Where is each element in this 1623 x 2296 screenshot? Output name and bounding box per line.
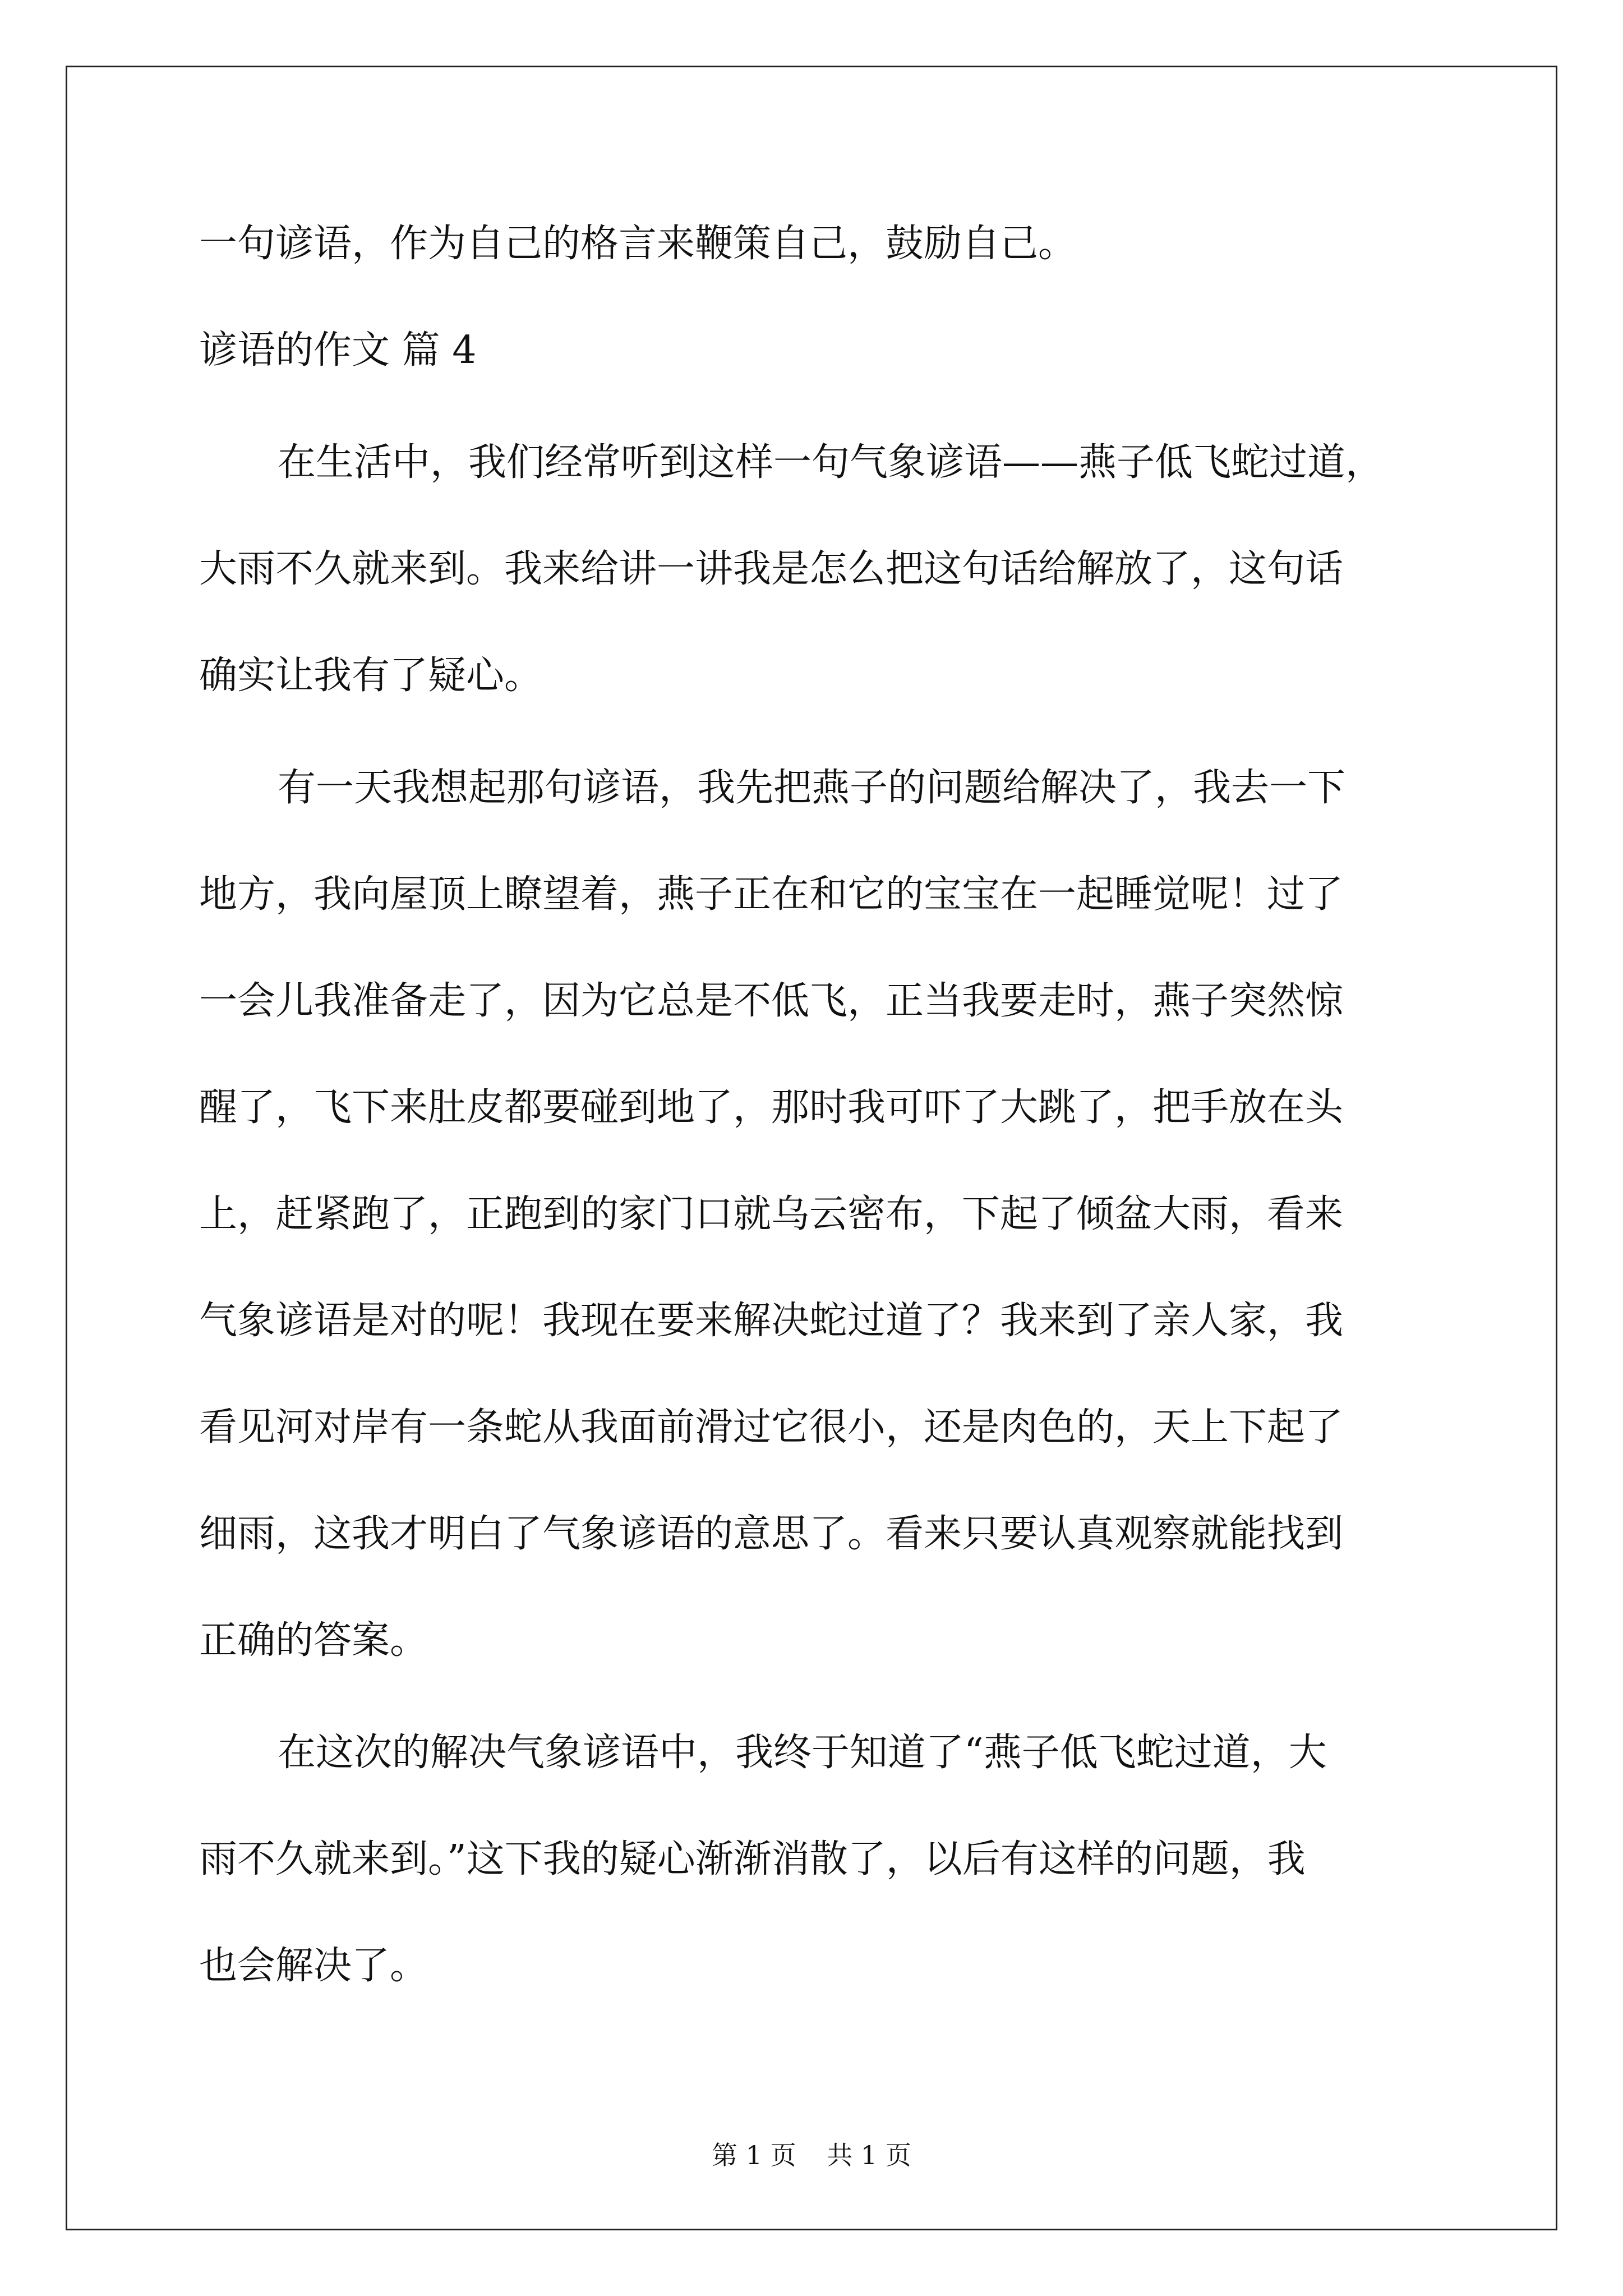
paragraph-2-line-1: 有一天我想起那句谚语，我先把燕子的问题给解决了，我去一下 (278, 766, 1346, 810)
paragraph-3-line-1: 在这次的解决气象谚语中，我终于知道了“燕子低飞蛇过道，大 (278, 1731, 1327, 1775)
paragraph-1-line-1: 在生活中，我们经常听到这样一句气象谚语——燕子低飞蛇过道， (278, 440, 1384, 485)
paragraph-2-line-7: 看见河对岸有一条蛇从我面前滑过它很小，还是肉色的，天上下起了 (199, 1405, 1344, 1450)
paragraph-2-line-3: 一会儿我准备走了，因为它总是不低飞，正当我要走时，燕子突然惊 (199, 979, 1344, 1023)
paragraph-3-line-3: 也会解决了。 (199, 1944, 428, 1988)
page-count: 共 1 页 (827, 2140, 911, 2170)
section-heading: 谚语的作文 篇 4 (199, 328, 477, 372)
paragraph-1-line-2: 大雨不久就来到。我来给讲一讲我是怎么把这句话给解放了，这句话 (199, 547, 1344, 591)
paragraph-2-line-4: 醒了，飞下来肚皮都要碰到地了，那时我可吓了大跳了，把手放在头 (199, 1085, 1344, 1130)
page-footer (0, 2138, 1623, 2172)
paragraph-2-line-9: 正确的答案。 (199, 1618, 428, 1663)
paragraph-2-line-5: 上，赶紧跑了，正跑到的家门口就乌云密布，下起了倾盆大雨，看来 (199, 1192, 1344, 1236)
page-border (66, 66, 1557, 2230)
paragraph-1-line-3: 确实让我有了疑心。 (199, 654, 543, 698)
page-number: 第 1 页 (712, 2140, 796, 2170)
paragraph-2-line-6: 气象谚语是对的呢！我现在要来解决蛇过道了？我来到了亲人家，我 (199, 1299, 1344, 1343)
paragraph-2-line-2: 地方，我向屋顶上瞭望着，燕子正在和它的宝宝在一起睡觉呢！过了 (199, 872, 1344, 917)
paragraph-2-line-8: 细雨，这我才明白了气象谚语的意思了。看来只要认真观察就能找到 (199, 1512, 1344, 1556)
paragraph-3-line-2: 雨不久就来到。”这下我的疑心渐渐消散了，以后有这样的问题，我 (199, 1837, 1306, 1881)
text-line: 一句谚语，作为自己的格言来鞭策自己，鼓励自己。 (199, 222, 1077, 266)
